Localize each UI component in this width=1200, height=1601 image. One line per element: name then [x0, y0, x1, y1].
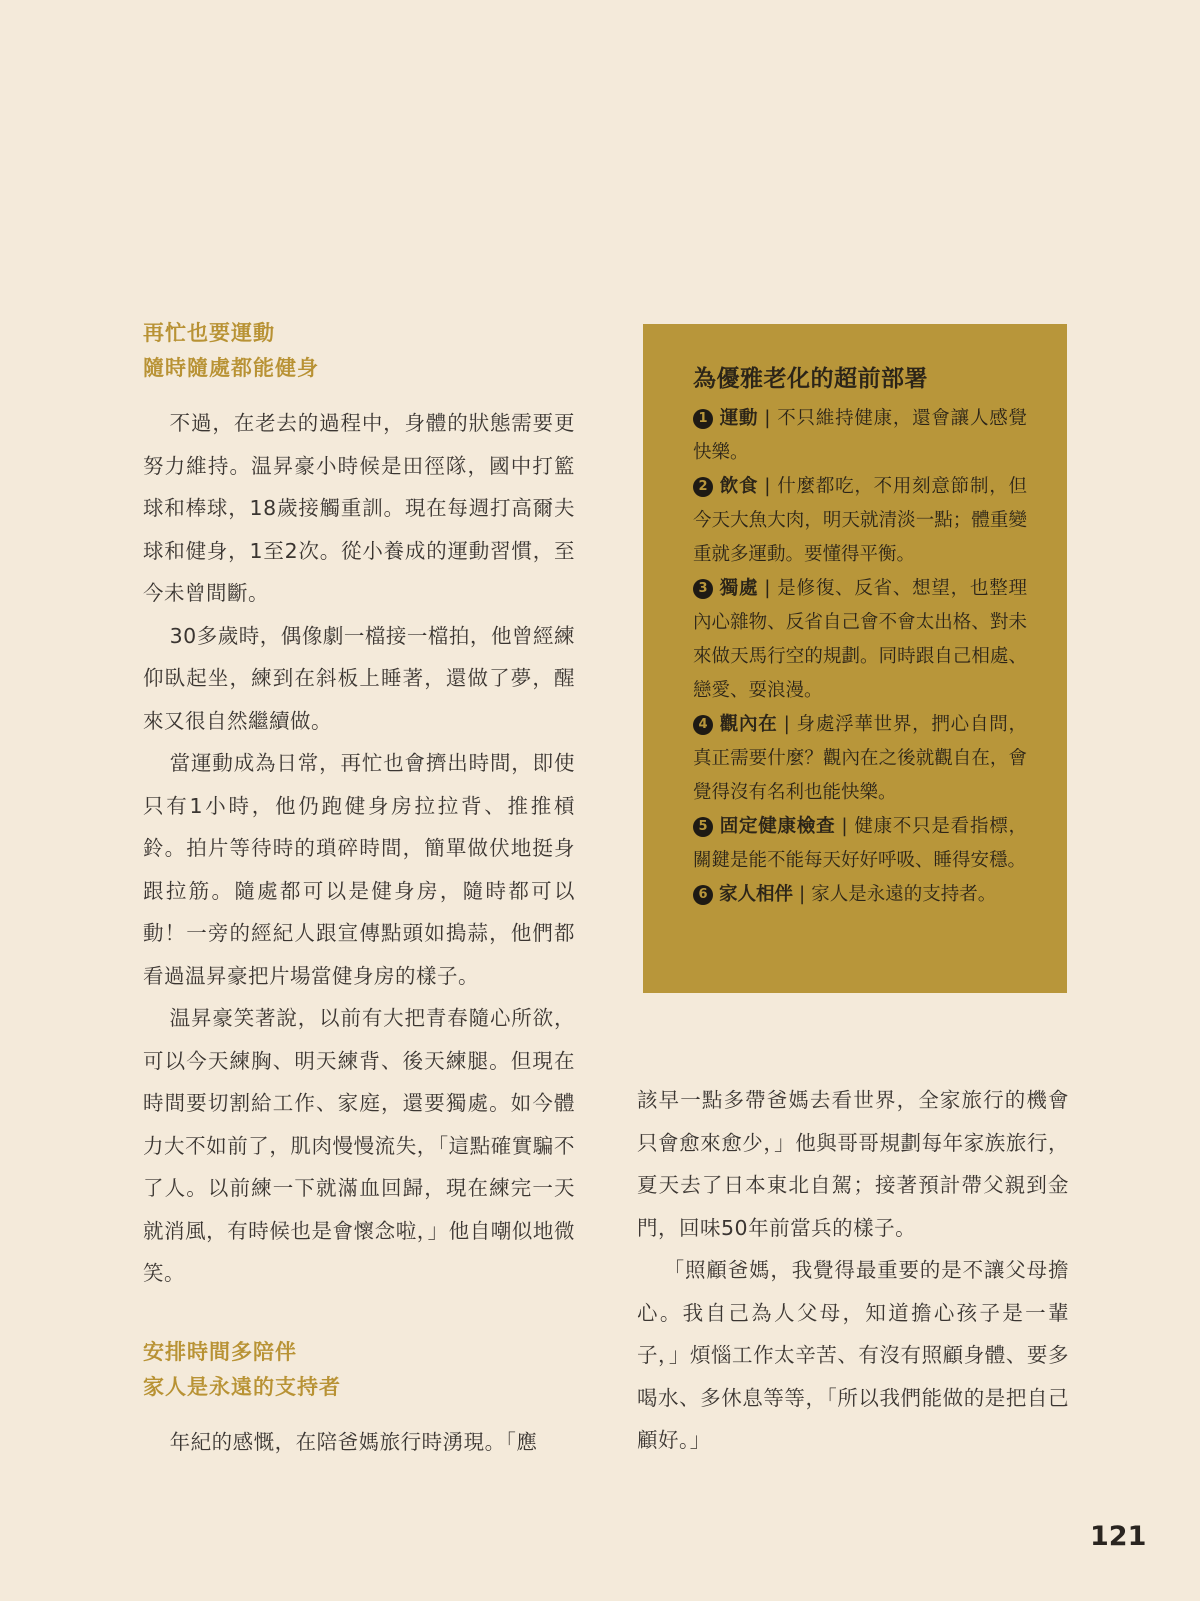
sidebar-item [693, 708, 1027, 810]
sidebar-item-label: 觀內在 [719, 714, 778, 735]
sidebar-item-text: 是修復、反省、想望，也整理內心雜物、反省自己會不會太出格、對未來做天馬行空的規劃。同時跟自己相處、戀愛、耍浪漫。 [693, 578, 1027, 701]
body-paragraph-continued: 該早一點多帶爸媽去看世界，全家旅行的機會只會愈來愈少，」他與哥哥規劃每年家族旅行，夏天去了日本東北自駕；接著預計帶父親到金門，回味50年前當兵的樣子。 [637, 1088, 1069, 1240]
number-3-icon: 3 [693, 579, 713, 599]
sidebar-item [693, 878, 1027, 912]
body-paragraph: 當運動成為日常，再忙也會擠出時間，即使只有1小時，他仍跑健身房拉拉背、推推槓鈴。拍片等待時的瑣碎時間，簡單做伏地挺身跟拉筋。隨處都可以是健身房，隨時都可以動！一旁的經紀人跟宣傳點頭如搗蒜，他們都看過温昇豪把片場當健身房的樣子。 [143, 751, 575, 988]
number-4-icon: 4 [693, 715, 713, 735]
body-paragraph: 「照顧爸媽，我覺得最重要的是不讓父母擔心。我自己為人父母，知道擔心孩子是一輩子，」煩惱工作太辛苦、有沒有照顧身體、要多喝水、多休息等等，「所以我們能做的是把自己顧好。」 [637, 1258, 1069, 1452]
body-paragraph: 30多歲時，偶像劇一檔接一檔拍，他曾經練仰臥起坐，練到在斜板上睡著，還做了夢，醒來又很自然繼續做。 [143, 623, 575, 733]
sidebar-item [693, 402, 1027, 470]
separator: | [764, 408, 771, 429]
sidebar-item-text: 身處浮華世界，捫心自問，真正需要什麼？觀內在之後就觀自在，會覺得沒有名利也能快樂。 [693, 714, 1027, 803]
sidebar-item [693, 470, 1027, 572]
sidebar-item-label: 飲食 [719, 476, 759, 497]
separator: | [841, 816, 848, 837]
heading-line: 安排時間多陪伴 [143, 1339, 297, 1364]
left-column [143, 316, 575, 1463]
sidebar-box [643, 324, 1067, 993]
sidebar-item-label: 固定健康檢查 [719, 816, 836, 837]
heading-line: 再忙也要運動 [143, 321, 275, 345]
heading-line: 家人是永遠的支持者 [143, 1374, 341, 1399]
right-column [637, 1079, 1069, 1462]
sidebar-title: 為優雅老化的超前部署 [693, 366, 928, 392]
page-number: 121 [1090, 1521, 1147, 1552]
separator: | [783, 714, 790, 735]
body-paragraph: 温昇豪笑著說，以前有大把青春隨心所欲，可以今天練胸、明天練背、後天練腿。但現在時間要切割給工作、家庭，還要獨處。如今體力大不如前了，肌肉慢慢流失，「這點確實騙不了人。以前練一下就滿血回歸，現在練完一天就消風，有時候也是會懷念啦，」他自嘲似地微笑。 [143, 1006, 575, 1285]
separator: | [764, 578, 771, 599]
section-heading-family [143, 1335, 575, 1405]
number-2-icon: 2 [693, 477, 713, 497]
number-5-icon: 5 [693, 817, 713, 837]
sidebar-item-text: 健康不只是看指標，關鍵是能不能每天好好呼吸、睡得安穩。 [693, 816, 1027, 871]
number-6-icon: 6 [693, 885, 713, 905]
sidebar-item-label: 獨處 [719, 578, 759, 599]
number-1-icon: 1 [693, 409, 713, 429]
sidebar-item-text: 不只維持健康，還會讓人感覺快樂。 [693, 408, 1027, 463]
separator: | [764, 476, 771, 497]
body-paragraph: 年紀的感慨，在陪爸媽旅行時湧現。「應 [169, 1429, 538, 1454]
section-heading-exercise [143, 316, 575, 386]
heading-line: 隨時隨處都能健身 [143, 356, 319, 380]
sidebar-item-label: 運動 [719, 408, 759, 429]
sidebar-item [693, 572, 1027, 708]
sidebar-item [693, 810, 1027, 878]
sidebar-item-text: 什麼都吃，不用刻意節制，但今天大魚大肉，明天就清淡一點；體重變重就多運動。要懂得平衡。 [693, 476, 1027, 565]
separator: | [799, 884, 806, 905]
sidebar-item-label: 家人相伴 [719, 884, 794, 905]
sidebar-item-text: 家人是永遠的支持者。 [811, 884, 997, 905]
body-paragraph: 不過，在老去的過程中，身體的狀態需要更努力維持。温昇豪小時候是田徑隊，國中打籃球和棒球，18歲接觸重訓。現在每週打高爾夫球和健身，1至2次。從小養成的運動習慣，至今未曾間斷。 [143, 411, 575, 605]
